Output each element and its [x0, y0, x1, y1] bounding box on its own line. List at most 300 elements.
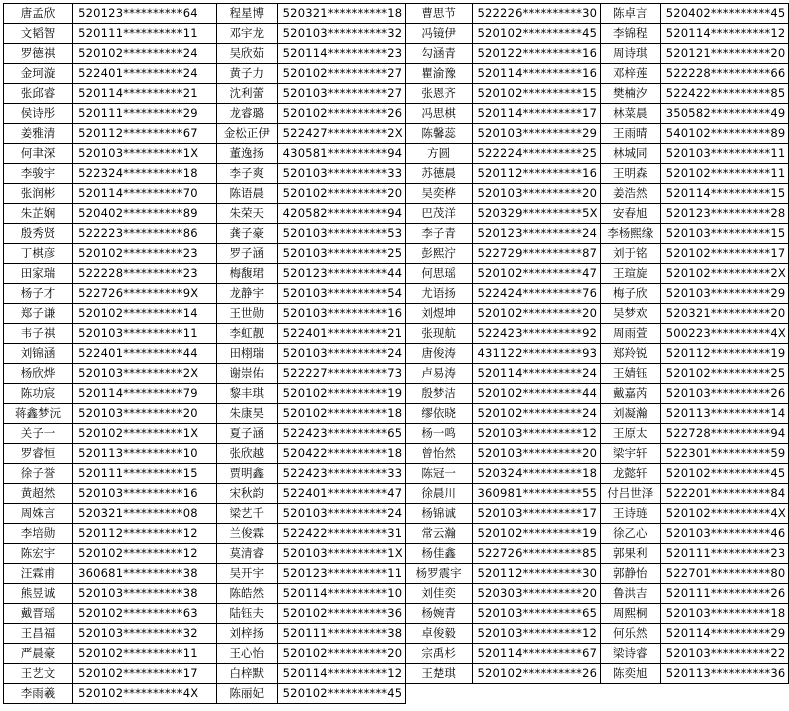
id-number-cell[interactable]: 520114**********67: [472, 644, 600, 664]
student-name-cell[interactable]: 吴奕桦: [405, 184, 472, 204]
student-name-cell[interactable]: 周诗琪: [600, 44, 660, 64]
student-name-cell[interactable]: 李培勋: [4, 524, 73, 544]
student-name-cell[interactable]: 贾明鑫: [216, 464, 277, 484]
student-name-cell[interactable]: 王艺文: [4, 664, 73, 684]
id-number-cell[interactable]: 360981**********55: [472, 484, 600, 504]
id-number-cell[interactable]: 520103**********25: [277, 244, 405, 264]
id-number-cell[interactable]: 522324**********18: [73, 164, 217, 184]
student-name-cell[interactable]: 杨欣烨: [4, 364, 73, 384]
id-number-cell[interactable]: 540102**********89: [660, 124, 788, 144]
id-number-cell[interactable]: 520103**********24: [277, 504, 405, 524]
student-name-cell[interactable]: 陈馨蕊: [405, 124, 472, 144]
student-name-cell[interactable]: 陆钰夫: [216, 604, 277, 624]
id-number-cell[interactable]: 520103**********20: [472, 444, 600, 464]
id-number-cell[interactable]: 520111**********29: [73, 104, 217, 124]
student-name-cell[interactable]: 梁诗睿: [600, 644, 660, 664]
student-name-cell[interactable]: 杨一鸣: [405, 424, 472, 444]
student-name-cell[interactable]: 张现航: [405, 324, 472, 344]
id-number-cell[interactable]: 520102**********47: [472, 264, 600, 284]
student-name-cell[interactable]: 刘凝瀚: [600, 404, 660, 424]
student-name-cell[interactable]: 殷梦洁: [405, 384, 472, 404]
student-name-cell[interactable]: 李骏宇: [4, 164, 73, 184]
student-name-cell[interactable]: 樊楠汐: [600, 84, 660, 104]
id-number-cell[interactable]: 522701**********80: [660, 564, 788, 584]
id-number-cell[interactable]: 520123**********28: [660, 204, 788, 224]
id-number-cell[interactable]: 520121**********20: [660, 44, 788, 64]
id-number-cell[interactable]: 520103**********11: [660, 144, 788, 164]
id-number-cell[interactable]: 520102**********25: [660, 364, 788, 384]
student-name-cell[interactable]: 张欣越: [216, 444, 277, 464]
student-name-cell[interactable]: 何乐然: [600, 624, 660, 644]
student-name-cell[interactable]: 徐乙心: [600, 524, 660, 544]
id-number-cell[interactable]: 520102**********45: [472, 24, 600, 44]
id-number-cell[interactable]: 520103**********38: [73, 584, 217, 604]
student-name-cell[interactable]: 姜雅清: [4, 124, 73, 144]
id-number-cell[interactable]: 522423**********65: [277, 424, 405, 444]
table-row: [4, 124, 789, 144]
student-name-cell[interactable]: 曾怡然: [405, 444, 472, 464]
student-name-cell[interactable]: 龙静宇: [216, 284, 277, 304]
student-name-cell[interactable]: 张恩齐: [405, 84, 472, 104]
id-number-cell[interactable]: 520103**********15: [660, 224, 788, 244]
id-number-cell[interactable]: 522427**********2X: [277, 124, 405, 144]
id-number-cell[interactable]: 520114**********10: [277, 584, 405, 604]
id-number-cell[interactable]: 520112**********12: [73, 524, 217, 544]
student-name-cell[interactable]: 程星博: [216, 4, 277, 24]
id-number-cell[interactable]: 520103**********11: [73, 324, 217, 344]
id-number-cell[interactable]: 522201**********84: [660, 484, 788, 504]
student-name-cell[interactable]: 陈丽妃: [216, 684, 277, 704]
student-name-cell[interactable]: 徐晨川: [405, 484, 472, 504]
student-name-cell[interactable]: 朱康昊: [216, 404, 277, 424]
table-row: [4, 424, 789, 444]
student-name-cell[interactable]: 刘梓扬: [216, 624, 277, 644]
student-name-cell[interactable]: 沈利蕾: [216, 84, 277, 104]
id-number-cell[interactable]: 520114**********12: [277, 664, 405, 684]
student-name-cell[interactable]: 周熙桐: [600, 604, 660, 624]
student-name-cell[interactable]: 李虹靓: [216, 324, 277, 344]
student-name-cell[interactable]: 黄超然: [4, 484, 73, 504]
id-number-cell[interactable]: 520102**********44: [472, 384, 600, 404]
id-number-cell[interactable]: 522726**********85: [472, 544, 600, 564]
student-name-cell[interactable]: 王明森: [600, 164, 660, 184]
table-row: [4, 4, 789, 24]
id-number-cell[interactable]: 520111**********11: [73, 24, 217, 44]
student-name-cell[interactable]: 鲁洪吉: [600, 584, 660, 604]
id-number-cell[interactable]: 520422**********18: [277, 444, 405, 464]
id-number-cell[interactable]: 520114**********12: [660, 24, 788, 44]
student-name-cell[interactable]: 陈卓言: [600, 4, 660, 24]
student-name-cell[interactable]: 林城同: [600, 144, 660, 164]
id-number-cell[interactable]: 522301**********59: [660, 444, 788, 464]
id-number-cell[interactable]: 522228**********66: [660, 64, 788, 84]
student-name-cell[interactable]: 方圆: [405, 144, 472, 164]
student-name-cell[interactable]: 尤语扬: [405, 284, 472, 304]
id-number-cell[interactable]: 420582**********94: [277, 204, 405, 224]
student-name-cell[interactable]: 金珂漩: [4, 64, 73, 84]
table-row: [4, 284, 789, 304]
id-number-cell[interactable]: 520123**********24: [472, 224, 600, 244]
table-row: [4, 464, 789, 484]
table-row: [4, 644, 789, 664]
student-name-cell[interactable]: 李子青: [405, 224, 472, 244]
id-number-cell[interactable]: 431122**********93: [472, 344, 600, 364]
id-number-cell[interactable]: 522401**********21: [277, 324, 405, 344]
id-number-cell[interactable]: 520112**********19: [660, 344, 788, 364]
table-row: [4, 444, 789, 464]
student-name-cell[interactable]: 唐俊涛: [405, 344, 472, 364]
student-name-cell[interactable]: 瞿渝豫: [405, 64, 472, 84]
student-name-cell[interactable]: 刘锦涵: [4, 344, 73, 364]
id-number-cell[interactable]: 522226**********30: [472, 4, 600, 24]
id-number-cell[interactable]: 520102**********1X: [73, 424, 217, 444]
student-name-cell[interactable]: 宗禹杉: [405, 644, 472, 664]
table-row: [4, 324, 789, 344]
id-number-cell[interactable]: 520103**********22: [660, 644, 788, 664]
id-number-cell[interactable]: 520102**********17: [660, 244, 788, 264]
student-name-cell[interactable]: 罗德祺: [4, 44, 73, 64]
table-row: [4, 204, 789, 224]
student-name-cell[interactable]: 杨子才: [4, 284, 73, 304]
student-name-cell[interactable]: 何聿深: [4, 144, 73, 164]
id-number-cell[interactable]: 522223**********86: [73, 224, 217, 244]
id-number-cell[interactable]: 520102**********20: [472, 304, 600, 324]
student-name-cell[interactable]: 冯思棋: [405, 104, 472, 124]
id-number-cell[interactable]: 520103**********26: [660, 384, 788, 404]
student-name-cell[interactable]: 白梓默: [216, 664, 277, 684]
student-name-cell[interactable]: 谢崇佑: [216, 364, 277, 384]
student-name-cell[interactable]: 巴茂洋: [405, 204, 472, 224]
table-row: [4, 24, 789, 44]
id-number-cell[interactable]: 520102**********11: [660, 164, 788, 184]
id-number-cell[interactable]: 520103**********46: [660, 524, 788, 544]
student-name-cell[interactable]: 刘佳奕: [405, 584, 472, 604]
table-row: [4, 164, 789, 184]
id-number-cell[interactable]: 520123**********11: [277, 564, 405, 584]
id-number-cell[interactable]: 520111**********23: [660, 544, 788, 564]
student-name-cell[interactable]: 杨罗震宇: [405, 564, 472, 584]
id-number-cell[interactable]: 520123**********44: [277, 264, 405, 284]
student-name-cell[interactable]: 侯诗彤: [4, 104, 73, 124]
id-number-cell[interactable]: 520102**********4X: [73, 684, 217, 704]
student-name-cell[interactable]: 田家瑞: [4, 264, 73, 284]
id-number-cell[interactable]: 520114**********23: [277, 44, 405, 64]
student-name-cell[interactable]: 何思瑶: [405, 264, 472, 284]
student-name-cell[interactable]: 安春旭: [600, 204, 660, 224]
student-name-cell[interactable]: 周雨萱: [600, 324, 660, 344]
id-number-cell[interactable]: 522401**********44: [73, 344, 217, 364]
table-row: [4, 64, 789, 84]
id-number-cell[interactable]: 520102**********23: [73, 244, 217, 264]
id-number-cell[interactable]: 522423**********33: [277, 464, 405, 484]
id-number-cell[interactable]: 520102**********4X: [660, 504, 788, 524]
id-number-cell[interactable]: 520103**********32: [277, 24, 405, 44]
id-number-cell[interactable]: 520103**********1X: [73, 144, 217, 164]
student-name-cell[interactable]: 陈功宸: [4, 384, 73, 404]
student-name-cell[interactable]: 朱荣天: [216, 204, 277, 224]
id-number-cell[interactable]: 500223**********4X: [660, 324, 788, 344]
student-name-cell[interactable]: 宋秋韵: [216, 484, 277, 504]
id-number-cell[interactable]: 522423**********92: [472, 324, 600, 344]
id-number-cell[interactable]: 520102**********19: [472, 524, 600, 544]
id-number-cell[interactable]: 520112**********67: [73, 124, 217, 144]
id-number-cell[interactable]: 520102**********20: [277, 184, 405, 204]
id-number-cell[interactable]: 520103**********32: [73, 624, 217, 644]
student-name-cell[interactable]: 吴欣茹: [216, 44, 277, 64]
student-name-cell[interactable]: 邓梓莲: [600, 64, 660, 84]
id-number-cell[interactable]: 520102**********26: [277, 104, 405, 124]
student-name-cell[interactable]: 蒋鑫梦沅: [4, 404, 73, 424]
student-name-cell[interactable]: 汪霖甫: [4, 564, 73, 584]
student-name-cell[interactable]: 杨婉青: [405, 604, 472, 624]
student-name-cell[interactable]: 韦子祺: [4, 324, 73, 344]
id-number-cell[interactable]: 520114**********17: [472, 104, 600, 124]
id-number-cell[interactable]: 520402**********45: [660, 4, 788, 24]
id-number-cell[interactable]: 520102**********17: [73, 664, 217, 684]
id-number-cell[interactable]: 522726**********9X: [73, 284, 217, 304]
id-number-cell[interactable]: 520303**********20: [472, 584, 600, 604]
student-name-cell[interactable]: 徐子誉: [4, 464, 73, 484]
id-number-cell[interactable]: 522228**********23: [73, 264, 217, 284]
student-name-cell[interactable]: 冯镜伊: [405, 24, 472, 44]
student-name-cell[interactable]: 夏子涵: [216, 424, 277, 444]
id-number-cell[interactable]: 520103**********29: [472, 124, 600, 144]
student-name-cell[interactable]: 龙睿璐: [216, 104, 277, 124]
student-name-cell[interactable]: 陈奕旭: [600, 664, 660, 684]
table-row: [4, 504, 789, 524]
id-number-cell[interactable]: 520102**********2X: [660, 264, 788, 284]
id-number-cell[interactable]: 520103**********65: [472, 604, 600, 624]
id-number-cell[interactable]: 520114**********24: [472, 364, 600, 384]
student-name-cell[interactable]: 龙懿轩: [600, 464, 660, 484]
id-number-cell[interactable]: 520102**********45: [660, 464, 788, 484]
table-row: [4, 524, 789, 544]
id-number-cell[interactable]: 520114**********70: [73, 184, 217, 204]
student-name-cell[interactable]: 周姝言: [4, 504, 73, 524]
student-name-cell[interactable]: 王世勋: [216, 304, 277, 324]
student-name-cell[interactable]: 卓俊毅: [405, 624, 472, 644]
id-number-cell[interactable]: 520402**********89: [73, 204, 217, 224]
student-name-cell[interactable]: 苏德晨: [405, 164, 472, 184]
id-number-cell[interactable]: 520102**********15: [472, 84, 600, 104]
table-row: [4, 224, 789, 244]
id-number-cell[interactable]: 520103**********16: [73, 484, 217, 504]
student-name-cell[interactable]: 殷秀贤: [4, 224, 73, 244]
id-number-cell[interactable]: 360681**********38: [73, 564, 217, 584]
id-number-cell[interactable]: 520111**********26: [660, 584, 788, 604]
id-number-cell[interactable]: 520103**********16: [277, 304, 405, 324]
student-name-cell[interactable]: 严晨豪: [4, 644, 73, 664]
id-number-cell[interactable]: 520102**********11: [73, 644, 217, 664]
id-number-cell[interactable]: 520102**********20: [277, 644, 405, 664]
id-number-cell[interactable]: 520103**********20: [73, 404, 217, 424]
student-name-cell[interactable]: 兰俊霖: [216, 524, 277, 544]
id-number-cell[interactable]: 520114**********15: [660, 184, 788, 204]
table-row: [4, 344, 789, 364]
id-number-cell[interactable]: 520103**********24: [277, 344, 405, 364]
student-name-cell[interactable]: 王心怡: [216, 644, 277, 664]
id-number-cell[interactable]: 520103**********29: [660, 284, 788, 304]
student-name-cell[interactable]: 王婧钰: [600, 364, 660, 384]
id-number-cell[interactable]: 520329**********5X: [472, 204, 600, 224]
table-row: [4, 184, 789, 204]
table-row: [4, 584, 789, 604]
table-row: [4, 404, 789, 424]
student-name-cell[interactable]: 王楚琪: [405, 664, 472, 684]
id-number-cell[interactable]: 520103**********33: [277, 164, 405, 184]
id-number-cell[interactable]: 520321**********08: [73, 504, 217, 524]
student-name-cell[interactable]: 黄子力: [216, 64, 277, 84]
student-name-cell[interactable]: 吴梦欢: [600, 304, 660, 324]
student-name-cell[interactable]: 张润彬: [4, 184, 73, 204]
id-number-cell[interactable]: 520114**********21: [73, 84, 217, 104]
id-number-cell[interactable]: 522422**********31: [277, 524, 405, 544]
student-name-cell[interactable]: 戴晋瑶: [4, 604, 73, 624]
id-number-cell[interactable]: 520102**********24: [472, 404, 600, 424]
student-name-cell[interactable]: 李雨羲: [4, 684, 73, 704]
student-name-cell[interactable]: 邓宇龙: [216, 24, 277, 44]
student-name-cell[interactable]: 吴开宇: [216, 564, 277, 584]
id-number-cell[interactable]: 522729**********87: [472, 244, 600, 264]
student-name-cell[interactable]: 勾涵青: [405, 44, 472, 64]
student-name-cell[interactable]: 李锦程: [600, 24, 660, 44]
id-number-cell[interactable]: 520114**********16: [472, 64, 600, 84]
id-number-cell[interactable]: 520123**********64: [73, 4, 217, 24]
student-name-cell[interactable]: 李杨熙缘: [600, 224, 660, 244]
student-name-cell[interactable]: 梁艺千: [216, 504, 277, 524]
id-number-cell[interactable]: 350582**********49: [660, 104, 788, 124]
id-number-cell[interactable]: 520122**********16: [472, 44, 600, 64]
student-name-cell[interactable]: 文韬智: [4, 24, 73, 44]
id-number-cell[interactable]: 520113**********36: [660, 664, 788, 684]
student-name-cell[interactable]: 曹思节: [405, 4, 472, 24]
student-name-cell[interactable]: 郑羚锐: [600, 344, 660, 364]
student-name-cell[interactable]: 杨锦诚: [405, 504, 472, 524]
student-name-cell[interactable]: 熊昱诚: [4, 584, 73, 604]
id-number-cell[interactable]: 522227**********73: [277, 364, 405, 384]
student-name-cell[interactable]: 关子一: [4, 424, 73, 444]
student-name-cell[interactable]: 陈冠一: [405, 464, 472, 484]
student-name-cell[interactable]: 郭静怡: [600, 564, 660, 584]
id-number-cell[interactable]: 520321**********20: [660, 304, 788, 324]
table-row: [4, 664, 789, 684]
student-name-cell[interactable]: 郭果利: [600, 544, 660, 564]
student-name-cell[interactable]: 梁宇轩: [600, 444, 660, 464]
student-name-cell[interactable]: 朱芷娴: [4, 204, 73, 224]
student-name-cell[interactable]: 付吕世泽: [600, 484, 660, 504]
id-number-cell[interactable]: 520103**********27: [277, 84, 405, 104]
table-row: [4, 364, 789, 384]
student-name-cell[interactable]: 陈语晨: [216, 184, 277, 204]
id-number-cell[interactable]: 520111**********38: [277, 624, 405, 644]
student-name-cell[interactable]: 刘煜坤: [405, 304, 472, 324]
student-name-cell[interactable]: 梅子欣: [600, 284, 660, 304]
id-number-cell[interactable]: 430581**********94: [277, 144, 405, 164]
student-name-cell[interactable]: 杨佳鑫: [405, 544, 472, 564]
id-number-cell[interactable]: 520103**********53: [277, 224, 405, 244]
student-name-cell[interactable]: 彭熙泞: [405, 244, 472, 264]
id-number-cell[interactable]: 520103**********17: [472, 504, 600, 524]
student-name-cell[interactable]: 梅馥珺: [216, 264, 277, 284]
student-name-cell[interactable]: 罗睿恒: [4, 444, 73, 464]
student-name-cell[interactable]: 王昌福: [4, 624, 73, 644]
id-number-cell[interactable]: 520103**********18: [660, 604, 788, 624]
id-number-cell[interactable]: 520114**********79: [73, 384, 217, 404]
student-name-cell[interactable]: 郑子谦: [4, 304, 73, 324]
student-name-cell[interactable]: 李子爽: [216, 164, 277, 184]
id-number-cell[interactable]: 520102**********45: [277, 684, 405, 704]
student-name-cell[interactable]: 唐孟欣: [4, 4, 73, 24]
id-number-cell[interactable]: 520103**********2X: [73, 364, 217, 384]
student-name-cell[interactable]: 卢易涛: [405, 364, 472, 384]
student-name-cell[interactable]: 金松正伊: [216, 124, 277, 144]
id-number-cell[interactable]: 520103**********54: [277, 284, 405, 304]
id-number-cell[interactable]: 522224**********25: [472, 144, 600, 164]
id-number-cell[interactable]: 520113**********14: [660, 404, 788, 424]
id-number-cell[interactable]: 520321**********18: [277, 4, 405, 24]
id-number-cell[interactable]: 520103**********12: [472, 424, 600, 444]
id-number-cell[interactable]: 522401**********47: [277, 484, 405, 504]
student-name-cell[interactable]: 王瑄旋: [600, 264, 660, 284]
id-number-cell[interactable]: 520102**********63: [73, 604, 217, 624]
id-number-cell[interactable]: 520102**********12: [73, 544, 217, 564]
table-row: [4, 104, 789, 124]
table-row: [4, 384, 789, 404]
id-number-cell[interactable]: 520114**********29: [660, 624, 788, 644]
student-name-cell[interactable]: 陈皓然: [216, 584, 277, 604]
id-number-cell[interactable]: 522401**********24: [73, 64, 217, 84]
student-name-cell[interactable]: 董逸扬: [216, 144, 277, 164]
student-name-cell[interactable]: 田栩瑞: [216, 344, 277, 364]
id-number-cell[interactable]: 522728**********94: [660, 424, 788, 444]
id-number-cell[interactable]: 520112**********30: [472, 564, 600, 584]
id-number-cell[interactable]: 520103**********20: [472, 184, 600, 204]
id-number-cell[interactable]: 520103**********1X: [277, 544, 405, 564]
id-number-cell[interactable]: 520102**********26: [472, 664, 600, 684]
student-name-cell[interactable]: 王雨晴: [600, 124, 660, 144]
student-name-cell[interactable]: 王诗琏: [600, 504, 660, 524]
student-name-cell[interactable]: 常云瀚: [405, 524, 472, 544]
table-row: [4, 304, 789, 324]
student-name-cell[interactable]: 林菜晨: [600, 104, 660, 124]
id-number-cell[interactable]: 520102**********36: [277, 604, 405, 624]
id-number-cell[interactable]: 520324**********18: [472, 464, 600, 484]
student-name-cell[interactable]: 缪依晓: [405, 404, 472, 424]
student-name-cell[interactable]: 戴嘉芮: [600, 384, 660, 404]
student-name-cell[interactable]: 陈宏宇: [4, 544, 73, 564]
student-name-cell[interactable]: 黎丰琪: [216, 384, 277, 404]
id-number-cell[interactable]: 520102**********18: [277, 404, 405, 424]
student-name-cell[interactable]: 姜浩然: [600, 184, 660, 204]
id-number-cell[interactable]: 520111**********15: [73, 464, 217, 484]
student-name-cell[interactable]: 龚子豪: [216, 224, 277, 244]
id-number-cell[interactable]: 522424**********76: [472, 284, 600, 304]
student-name-cell[interactable]: 刘于铭: [600, 244, 660, 264]
student-name-cell[interactable]: 张邱睿: [4, 84, 73, 104]
student-name-cell[interactable]: 莫清睿: [216, 544, 277, 564]
id-number-cell[interactable]: 520102**********19: [277, 384, 405, 404]
student-name-cell[interactable]: 王原太: [600, 424, 660, 444]
student-name-cell[interactable]: 丁棋彦: [4, 244, 73, 264]
id-number-cell[interactable]: 522422**********85: [660, 84, 788, 104]
id-number-cell[interactable]: 520102**********27: [277, 64, 405, 84]
student-name-cell[interactable]: 罗子涵: [216, 244, 277, 264]
id-number-cell[interactable]: 520112**********16: [472, 164, 600, 184]
id-number-cell[interactable]: 520113**********10: [73, 444, 217, 464]
id-number-cell[interactable]: 520102**********24: [73, 44, 217, 64]
id-number-cell[interactable]: 520103**********12: [472, 624, 600, 644]
id-number-cell[interactable]: 520102**********14: [73, 304, 217, 324]
